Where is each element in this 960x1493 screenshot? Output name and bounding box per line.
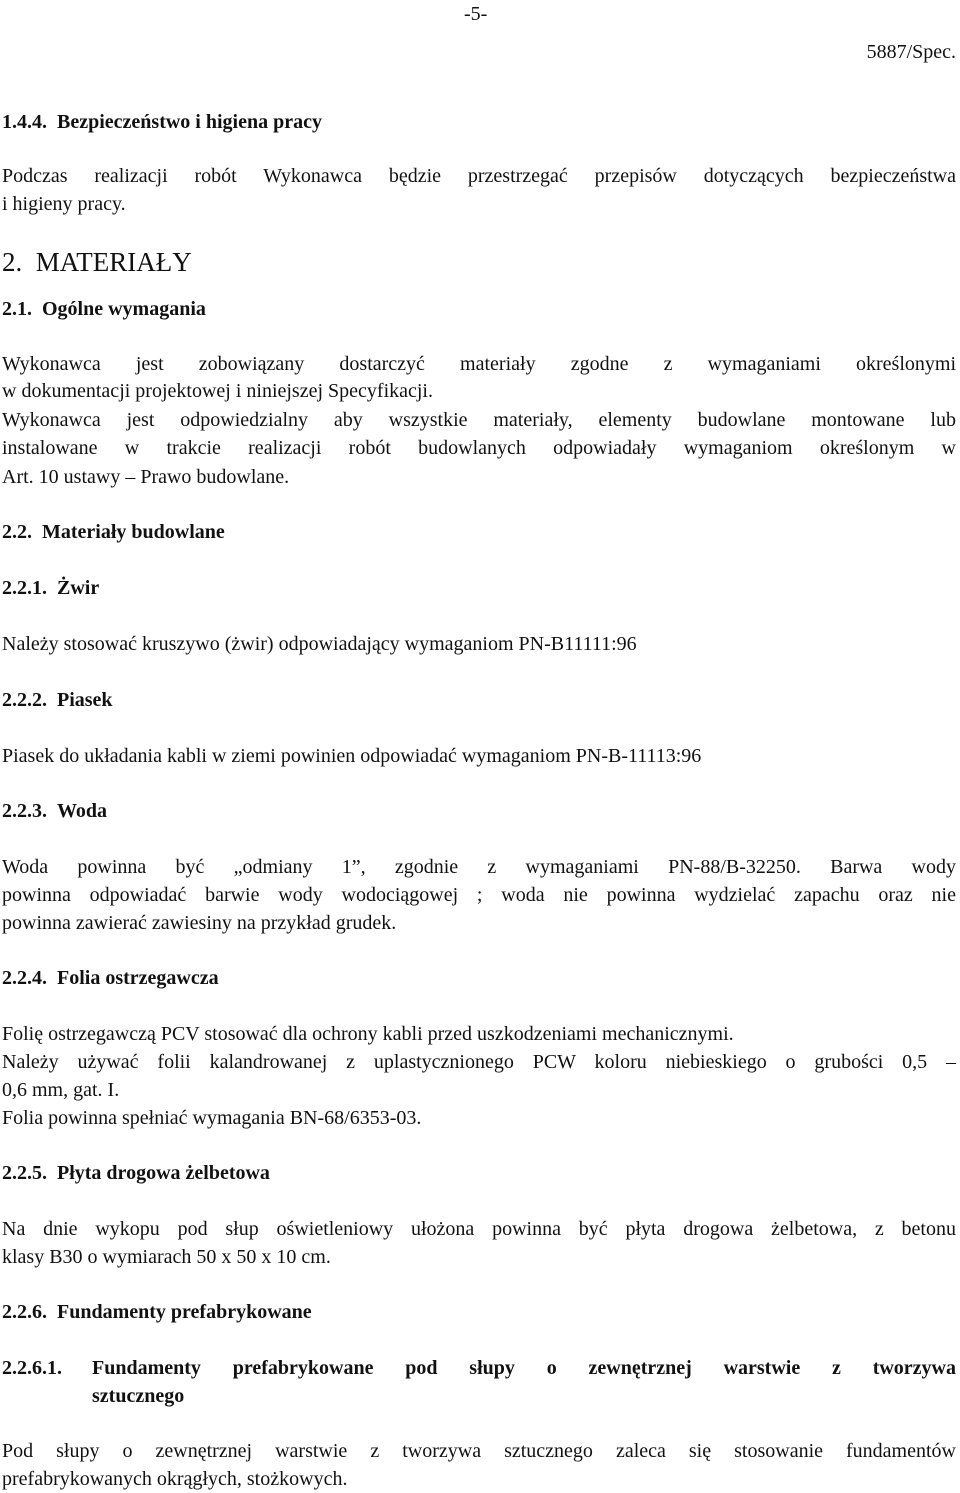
heading-title: Materiały budowlane bbox=[42, 521, 225, 543]
heading-title-line: Fundamenty prefabrykowane pod słupy o zewnętrznej warstwie z tworzywa bbox=[92, 1357, 956, 1379]
heading-title: Folia ostrzegawcza bbox=[57, 967, 219, 989]
heading-number: 2.1. bbox=[2, 298, 32, 320]
heading-number: 2. bbox=[2, 247, 23, 277]
paragraph-line: Piasek do układania kabli w ziemi powinien odpowiadać wymaganiom PN-B-11113:96 bbox=[2, 745, 702, 767]
heading-2-2-2 bbox=[2, 686, 956, 714]
heading-number: 2.2.1. bbox=[2, 577, 47, 599]
page-number: -5- bbox=[464, 3, 488, 25]
document-reference: 5887/Spec. bbox=[866, 41, 956, 63]
heading-number: 2.2.5. bbox=[2, 1162, 47, 1184]
paragraph-line: instalowane w trakcie realizacji robót budowlanych odpowiadały wymaganiom określonym w bbox=[2, 437, 956, 459]
paragraph-line: Należy stosować kruszywo (żwir) odpowiadający wymaganiom PN-B11111:96 bbox=[2, 633, 637, 655]
paragraph-line: Wykonawca jest odpowiedzialny aby wszystkie materiały, elementy budowlane montowane lub bbox=[2, 409, 956, 431]
paragraph-line: Art. 10 ustawy – Prawo budowlane. bbox=[2, 466, 290, 488]
paragraph-line: Na dnie wykopu pod słup oświetleniowy ułożona powinna być płyta drogowa żelbetowa, z betonu bbox=[2, 1218, 956, 1240]
heading-1-4-4 bbox=[2, 108, 956, 136]
paragraph-line: i higieny pracy. bbox=[2, 193, 126, 215]
paragraph-line: prefabrykowanych okrągłych, stożkowych. bbox=[2, 1468, 348, 1490]
heading-2-2-3 bbox=[2, 797, 956, 825]
heading-title: Żwir bbox=[57, 577, 100, 599]
heading-2-2-5 bbox=[2, 1159, 956, 1187]
paragraph-line: powinna odpowiadać barwie wody wodociągowej ; woda nie powinna wydzielać zapachu oraz nie bbox=[2, 884, 956, 906]
heading-number: 1.4.4. bbox=[2, 111, 47, 133]
heading-number: 2.2.2. bbox=[2, 689, 47, 711]
paragraph-line: Należy używać folii kalandrowanej z uplastycznionego PCW koloru niebieskiego o grubości 0,5 – bbox=[2, 1051, 956, 1073]
heading-title: MATERIAŁY bbox=[35, 247, 192, 277]
heading-number: 2.2.6.1. bbox=[2, 1357, 62, 1379]
heading-2-2 bbox=[2, 518, 956, 546]
heading-number: 2.2.3. bbox=[2, 800, 47, 822]
heading-2-2-1 bbox=[2, 574, 956, 602]
paragraph-line: Podczas realizacji robót Wykonawca będzie przestrzegać przepisów dotyczących bezpieczeństwa bbox=[2, 165, 956, 187]
heading-title: Ogólne wymagania bbox=[42, 298, 206, 320]
heading-number: 2.2. bbox=[2, 521, 32, 543]
heading-number: 2.2.6. bbox=[2, 1301, 47, 1323]
heading-title: Piasek bbox=[57, 689, 113, 711]
paragraph-line: Folia powinna spełniać wymagania BN-68/6353-03. bbox=[2, 1107, 422, 1129]
paragraph-line: Woda powinna być „odmiany 1”, zgodnie z wymaganiami PN-88/B-32250. Barwa wody bbox=[2, 856, 956, 878]
heading-title: Fundamenty prefabrykowane bbox=[57, 1301, 312, 1323]
paragraph-line: 0,6 mm, gat. I. bbox=[2, 1079, 120, 1101]
paragraph-line: powinna zawierać zawiesiny na przykład grudek. bbox=[2, 912, 397, 934]
heading-2 bbox=[2, 247, 956, 277]
heading-2-1 bbox=[2, 295, 956, 323]
heading-title: Płyta drogowa żelbetowa bbox=[57, 1162, 270, 1184]
paragraph-line: klasy B30 o wymiarach 50 x 50 x 10 cm. bbox=[2, 1246, 331, 1268]
heading-2-2-6 bbox=[2, 1298, 956, 1326]
heading-title: Bezpieczeństwo i higiena pracy bbox=[57, 111, 322, 133]
paragraph-line: Pod słupy o zewnętrznej warstwie z tworzywa sztucznego zaleca się stosowanie fundamentów bbox=[2, 1440, 956, 1462]
heading-number: 2.2.4. bbox=[2, 967, 47, 989]
heading-title-line: sztucznego bbox=[92, 1385, 185, 1407]
paragraph-line: w dokumentacji projektowej i niniejszej Specyfikacji. bbox=[2, 380, 433, 402]
paragraph-line: Folię ostrzegawczą PCV stosować dla ochrony kabli przed uszkodzeniami mechanicznymi. bbox=[2, 1023, 734, 1045]
paragraph-line: Wykonawca jest zobowiązany dostarczyć materiały zgodne z wymaganiami określonymi bbox=[2, 353, 956, 375]
heading-2-2-4 bbox=[2, 964, 956, 992]
heading-title: Woda bbox=[57, 800, 108, 822]
